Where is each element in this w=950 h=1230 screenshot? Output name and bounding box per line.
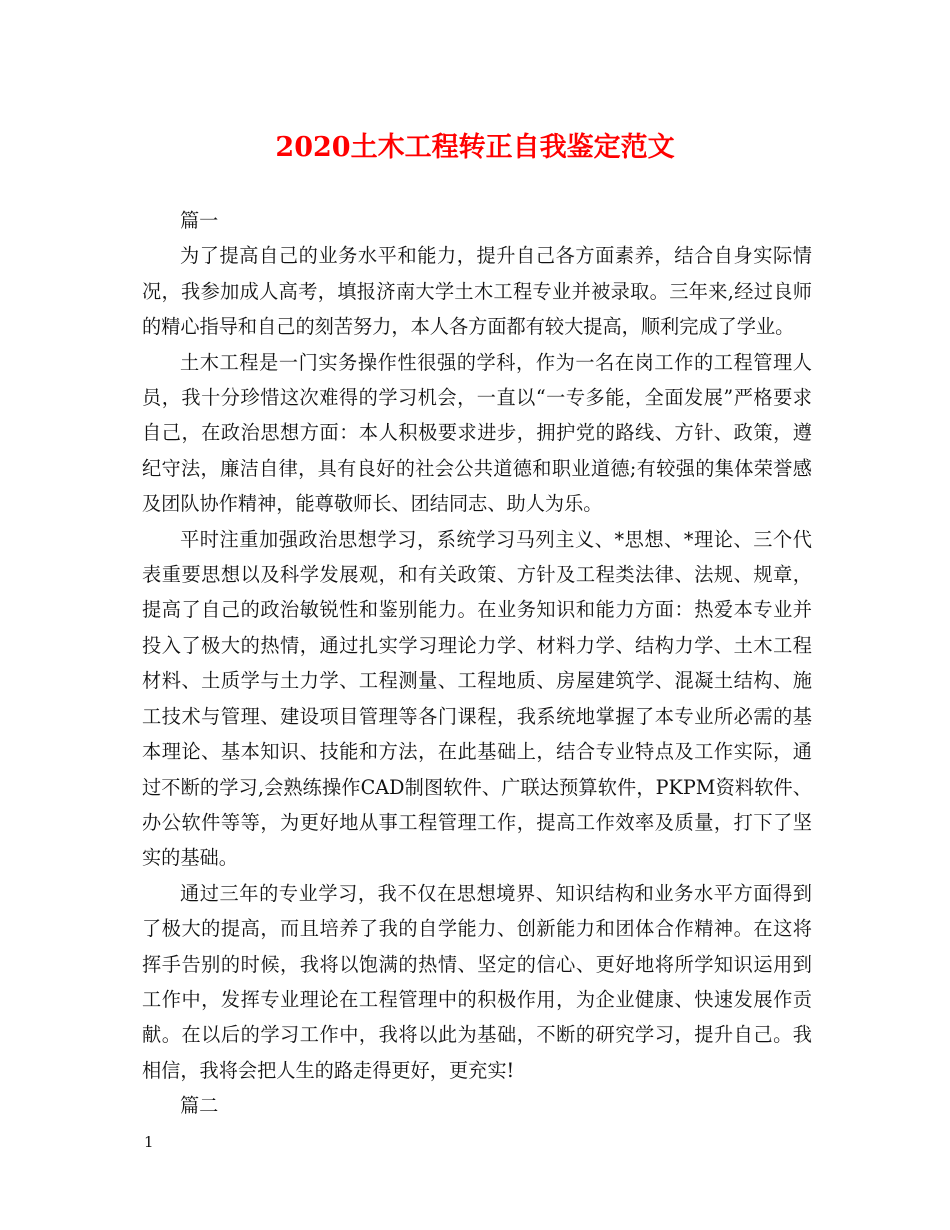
document-title: 2020土木工程转正自我鉴定范文	[275, 132, 675, 163]
paragraph-2: 土木工程是一门实务操作性很强的学科，作为一名在岗工作的工程管理人员，我十分珍惜这次难得的学习机会，一直以“一专多能，全面发展”严格要求自己，在政治思想方面：本人积极要求进步，拥护党的路线、方针、政策，遵纪守法，廉洁自律，具有良好的社会公共道德和职业道德;有较强的集体荣誉感及团队协作精神，能尊敬师长、团结同志、助人为乐。	[142, 350, 812, 516]
section-heading-2: 篇二	[180, 1094, 219, 1118]
paragraph-4: 通过三年的专业学习，我不仅在思想境界、知识结构和业务水平方面得到了极大的提高，而且培养了我的自学能力、创新能力和团体合作精神。在这将挥手告别的时候，我将以饱满的热情、坚定的信心、更好地将所学知识运用到工作中，发挥专业理论在工程管理中的积极作用，为企业健康、快速发展作贡献。在以后的学习工作中，我将以此为基础，不断的研究学习，提升自己。我相信，我将会把人生的路走得更好，更充实!	[142, 881, 812, 1082]
document-body	[142, 203, 812, 1124]
paragraph-1: 为了提高自己的业务水平和能力，提升自己各方面素养，结合自身实际情况，我参加成人高考，填报济南大学土木工程专业并被录取。三年来,经过良师的精心指导和自己的刻苦努力，本人各方面都有较大提高，顺利完成了学业。	[142, 244, 812, 339]
page-number: 1	[144, 1133, 154, 1151]
section-heading-1: 篇一	[180, 209, 219, 232]
paragraph-3: 平时注重加强政治思想学习，系统学习马列主义、*思想、*理论、三个代表重要思想以及科学发展观，和有关政策、方针及工程类法律、法规、规章，提高了自己的政治敏锐性和鉴别能力。在业务知识和能力方面：热爱本专业并投入了极大的热情，通过扎实学习理论力学、材料力学、结构力学、土木工程材料、土质学与土力学、工程测量、工程地质、房屋建筑学、混凝土结构、施工技术与管理、建设项目管理等各门课程，我系统地掌握了本专业所必需的基本理论、基本知识、技能和方法，在此基础上，结合专业特点及工作实际，通过不断的学习,会熟练操作CAD制图软件、广联达预算软件，PKPM资料软件、办公软件等等，为更好地从事工程管理工作，提高工作效率及质量，打下了坚实的基础。	[142, 527, 812, 870]
